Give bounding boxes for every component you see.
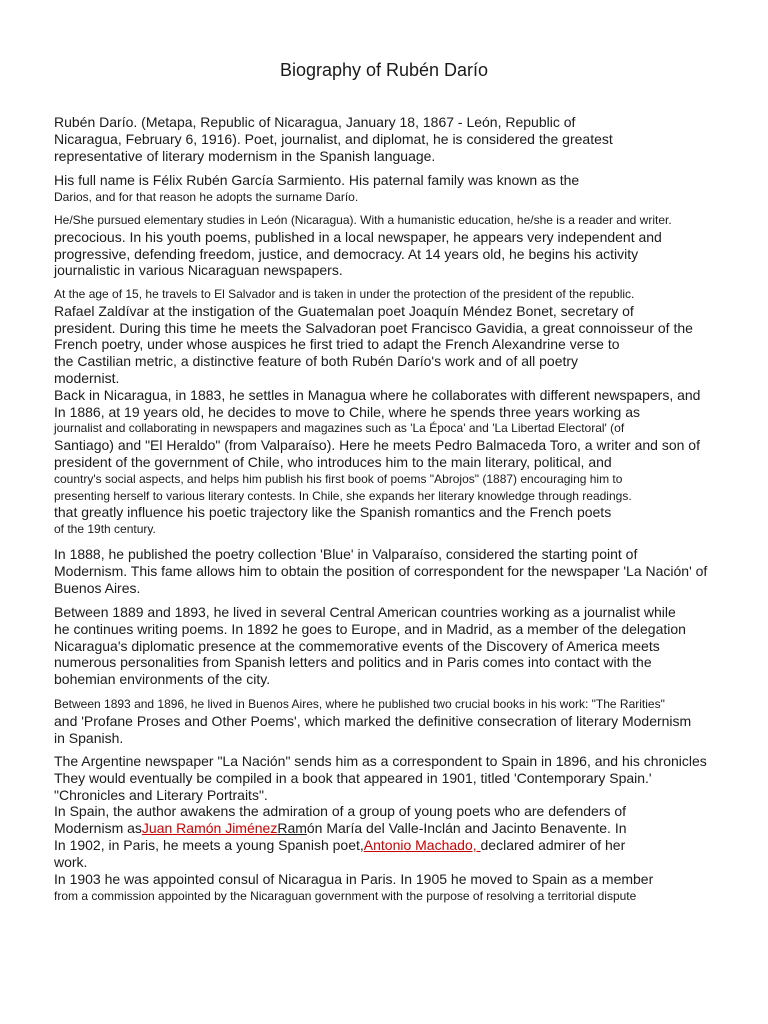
- paragraph-intro: [54, 114, 744, 164]
- paragraph-el-salvador-chile: [54, 286, 744, 538]
- link-text[interactable]: Ramón Jiménez: [172, 820, 278, 837]
- link-ramon-fragment[interactable]: Ram: [277, 820, 307, 837]
- text-line: bohemian environments of the city.: [54, 671, 271, 688]
- paragraph-blue: [54, 546, 744, 596]
- text-line: the Castilian metric, a distinctive feature of both Rubén Darío's work and of all poetry: [54, 353, 579, 370]
- text-line: Darios, and for that reason he adopts the surname Darío.: [54, 189, 359, 204]
- link-antonio-machado[interactable]: Antonio Machado,: [363, 836, 481, 853]
- text-line: Back in Nicaragua, in 1883, he settles in Managua where he collaborates with different newspapers, and: [54, 386, 701, 403]
- text-line: Santiago) and "El Heraldo" (from Valparaíso). Here he meets Pedro Balmaceda Toro, a writer and son of: [54, 437, 700, 454]
- text-line: Nicaragua, February 6, 1916). Poet, journalist, and diplomat, he is considered the greatest: [54, 130, 613, 147]
- link-juan-ramon-jimenez[interactable]: [142, 820, 277, 836]
- text-line: modernist.: [54, 369, 120, 386]
- text-line: At the age of 15, he travels to El Salvador and is taken in under the protection of the president of the republic.: [54, 287, 635, 301]
- text-line: Between 1893 and 1896, he lived in Buenos Aires, where he published two crucial books in his work: "The Rarities": [54, 697, 665, 711]
- text-line: Modernism. This fame allows him to obtain the position of correspondent for the newspaper 'La Nación' of: [54, 562, 708, 579]
- text-line: Buenos Aires.: [54, 579, 141, 596]
- text-line: representative of literary modernism in the Spanish language.: [54, 147, 436, 164]
- text-line: from a commission appointed by the Nicaraguan government with the purpose of resolving a territorial dispute: [54, 888, 637, 903]
- text-line: work.: [54, 853, 88, 870]
- text-line: country's social aspects, and helps him publish his first book of poems "Abrojos" (1887) encouraging him to: [54, 471, 623, 486]
- text-line: president. During this time he meets the Salvadoran poet Francisco Gavidia, a great connoisseur of the: [54, 319, 693, 336]
- text-line: Nicaragua's diplomatic presence at the commemorative events of the Discovery of America meets: [54, 637, 660, 654]
- text-line: The Argentine newspaper "La Nación" sends him as a correspondent to Spain in 1896, and his chronicles: [54, 753, 707, 769]
- paragraph-consul: [54, 871, 744, 905]
- text-line: and 'Profane Proses and Other Poems', which marked the definitive consecration of literary Modernism: [54, 712, 692, 729]
- text-line: president of the government of Chile, who introduces him to the main literary, political, and: [54, 453, 612, 470]
- text-line: French poetry, under whose auspices he first tried to adapt the French Alexandrine verse to: [54, 336, 620, 353]
- text-line-with-link: [54, 837, 744, 854]
- text-line: He/She pursued elementary studies in León (Nicaragua). With a humanistic education, he/she is a reader and writer.: [54, 213, 672, 227]
- text-line: His full name is Félix Rubén García Sarmiento. His paternal family was known as the: [54, 172, 580, 188]
- link-text[interactable]: Juan: [141, 820, 173, 837]
- text-line: In 1888, he published the poetry collection 'Blue' in Valparaíso, considered the starting point of: [54, 546, 638, 562]
- text-line: progressive, defending freedom, justice, and democracy. At 14 years old, he begins his activity: [54, 245, 639, 262]
- text-line: They would eventually be compiled in a book that appeared in 1901, titled 'Contemporary Spain.': [54, 769, 652, 786]
- text-line: in Spanish.: [54, 729, 124, 746]
- text-line: he continues writing poems. In 1892 he goes to Europe, and in Madrid, as a member of the delegation: [54, 620, 686, 637]
- text-line: numerous personalities from Spanish letters and politics and in Paris comes into contact with the: [54, 654, 652, 671]
- paragraph-studies: [54, 212, 744, 279]
- document-title: Biography of Rubén Darío: [279, 60, 489, 80]
- paragraph-name: [54, 172, 744, 206]
- text-line: In Spain, the author awakens the admiration of a group of young poets who are defenders of: [54, 803, 627, 820]
- text-line: precocious. In his youth poems, published in a local newspaper, he appears very independent and: [54, 228, 662, 245]
- text-fragment: Modernism as: [54, 820, 142, 837]
- text-fragment: ón María del Valle-Inclán and Jacinto Benavente. In: [306, 820, 627, 837]
- text-line: presenting herself to various literary contests. In Chile, she expands her literary knowledge through readings.: [54, 488, 632, 503]
- text-line: Rubén Darío. (Metapa, Republic of Nicaragua, January 18, 1867 - León, Republic of: [54, 114, 576, 130]
- text-line: that greatly influence his poetic trajectory like the Spanish romantics and the French poets: [54, 504, 612, 521]
- text-line: journalist and collaborating in newspapers and magazines such as 'La Época' and 'La Libertad Electoral' (of: [54, 421, 625, 436]
- text-line: In 1903 he was appointed consul of Nicaragua in Paris. In 1905 he moved to Spain as a member: [54, 871, 654, 887]
- text-line: "Chronicles and Literary Portraits".: [54, 786, 268, 803]
- text-line: Rafael Zaldívar at the instigation of the Guatemalan poet Joaquín Méndez Bonet, secretary of: [54, 302, 634, 319]
- paragraph-spain: [54, 753, 744, 871]
- text-line: journalistic in various Nicaraguan newspapers.: [54, 262, 343, 279]
- text-line: In 1886, at 19 years old, he decides to move to Chile, where he spends three years working as: [54, 403, 641, 420]
- text-line-with-link: [54, 820, 744, 837]
- text-fragment: declared admirer of her: [480, 836, 626, 853]
- text-fragment: In 1902, in Paris, he meets a young Spanish poet,: [54, 836, 364, 853]
- text-line: Between 1889 and 1893, he lived in several Central American countries working as a journalist while: [54, 604, 676, 620]
- paragraph-buenos-aires: [54, 696, 744, 746]
- text-line: of the 19th century.: [54, 522, 156, 537]
- paragraph-central-america: [54, 604, 744, 688]
